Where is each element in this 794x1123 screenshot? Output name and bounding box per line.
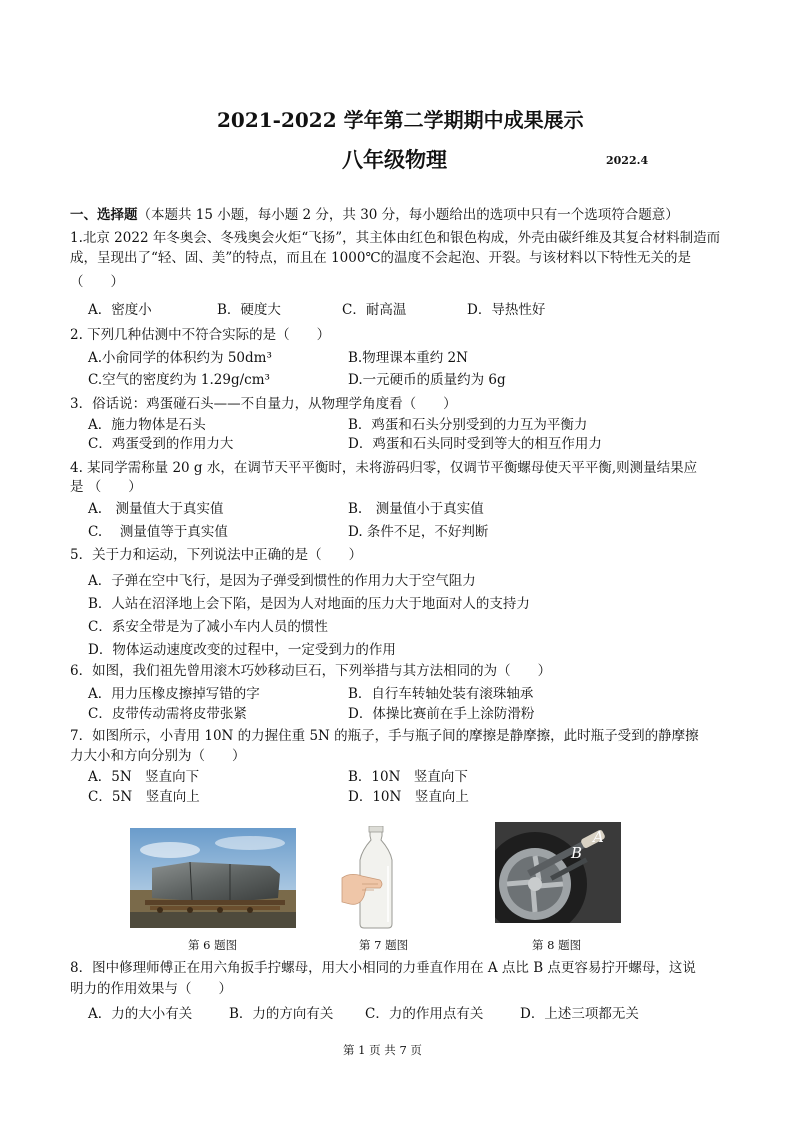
q4-option-c: C. 测量值等于真实值 xyxy=(88,524,228,540)
section-heading-label: 一、选择题 xyxy=(70,207,138,223)
q5-option-a: A．子弹在空中飞行，是因为子弹受到惯性的作用力大于空气阻力 xyxy=(88,573,476,589)
q7-stem-line2: 力大小和方向分别为（ ） xyxy=(70,748,246,764)
q8-stem-line2: 明力的作用效果与（ ） xyxy=(70,981,232,997)
q1-option-b: B．硬度大 xyxy=(217,302,281,318)
q6-option-c: C．皮带传动需将皮带张紧 xyxy=(88,706,247,722)
q5-option-c: C．系安全带是为了减小车内人员的惯性 xyxy=(88,619,328,635)
figure-8-label-a: A xyxy=(593,828,604,846)
q4-option-d: D. 条件不足，不好判断 xyxy=(348,524,489,540)
q6-option-d: D．体操比赛前在手上涂防滑粉 xyxy=(348,706,535,722)
q8-option-d: D．上述三项都无关 xyxy=(520,1006,639,1022)
q8-stem-line1: 8．图中修理师傅正在用六角扳手拧螺母，用大小相同的力垂直作用在 A 点比 B 点更容易拧开螺母，这说 xyxy=(70,960,696,976)
q4-stem-line2: 是 （ ） xyxy=(70,479,142,495)
q3-stem: 3．俗话说：鸡蛋碰石头——不自量力，从物理学角度看（ ） xyxy=(70,396,457,412)
q6-option-a: A．用力压橡皮擦掉写错的字 xyxy=(88,686,260,702)
figure-7-caption: 第 7 题图 xyxy=(359,938,409,952)
q1-option-c: C．耐高温 xyxy=(342,302,407,318)
q5-option-b: B．人站在沼泽地上会下陷，是因为人对地面的压力大于地面对人的支持力 xyxy=(88,596,530,612)
figure-7-bottle-photo xyxy=(340,826,410,930)
q2-option-c: C.空气的密度约为 1.29g/cm³ xyxy=(88,372,270,388)
figure-7-illustration xyxy=(340,826,410,930)
figure-8-label-b: B xyxy=(571,844,583,862)
section-heading xyxy=(70,205,679,225)
q3-option-d: D．鸡蛋和石头同时受到等大的相互作用力 xyxy=(348,436,602,452)
q8-option-b: B．力的方向有关 xyxy=(229,1006,334,1022)
q7-stem-line1: 7．如图所示，小青用 10N 的力握住重 5N 的瓶子，手与瓶子间的摩擦是静摩擦，此时瓶子受到的静摩擦 xyxy=(70,728,699,744)
q3-option-a: A．施力物体是石头 xyxy=(88,417,206,433)
q7-option-c: C．5N 竖直向上 xyxy=(88,789,200,805)
exam-date: 2022.4 xyxy=(606,154,649,167)
q6-stem: 6．如图，我们祖先曾用滚木巧妙移动巨石，下列举措与其方法相同的为（ ） xyxy=(70,663,552,679)
q7-option-a: A．5N 竖直向下 xyxy=(88,769,200,785)
q2-option-b: B.物理课本重约 2N xyxy=(348,350,468,366)
q1-stem-line2: 成，呈现出了“轻、固、美”的特点，而且在 1000℃的温度不会起泡、开裂。与该材料以下特性无关的是 xyxy=(70,250,692,266)
q7-option-b: B．10N 竖直向下 xyxy=(348,769,468,785)
exam-subject: 八年级物理 xyxy=(342,147,447,172)
q1-stem-line1: 1.北京 2022 年冬奥会、冬残奥会火炬“飞扬”，其主体由红色和银色构成，外壳由碳纤维及其复合材料制造而 xyxy=(70,230,721,246)
q4-stem-line1: 4. 某同学需称量 20 g 水，在调节天平平衡时，未将游码归零，仅调节平衡螺母使天平平衡,则测量结果应 xyxy=(70,460,698,476)
page-number: 第 1 页 共 7 页 xyxy=(343,1043,422,1057)
q1-option-a: A．密度小 xyxy=(88,302,152,318)
section-heading-desc: （本题共 15 小题，每小题 2 分，共 30 分，每小题给出的选项中只有一个选项符合题意） xyxy=(137,207,679,223)
q7-option-d: D．10N 竖直向上 xyxy=(348,789,469,805)
figure-6-caption: 第 6 题图 xyxy=(188,938,238,952)
q4-option-a: A. 测量值大于真实值 xyxy=(88,501,224,517)
q5-stem: 5．关于力和运动，下列说法中正确的是（ ） xyxy=(70,547,363,563)
figure-8-wrench-photo xyxy=(495,822,621,923)
q1-option-d: D．导热性好 xyxy=(467,302,546,318)
q8-option-c: C．力的作用点有关 xyxy=(365,1006,484,1022)
q2-stem: 2. 下列几种估测中不符合实际的是（ ） xyxy=(70,327,331,343)
exam-title: 2021-2022 学年第二学期期中成果展示 xyxy=(217,108,584,132)
q3-option-c: C．鸡蛋受到的作用力大 xyxy=(88,436,234,452)
q4-option-b: B. 测量值小于真实值 xyxy=(348,501,484,517)
figure-6-illustration xyxy=(130,828,296,928)
q2-option-a: A.小俞同学的体积约为 50dm³ xyxy=(88,350,272,366)
q1-stem-line3: （ ） xyxy=(70,274,124,290)
q5-option-d: D．物体运动速度改变的过程中，一定受到力的作用 xyxy=(88,642,396,658)
q2-option-d: D.一元硬币的质量约为 6g xyxy=(348,372,506,388)
figure-8-caption: 第 8 题图 xyxy=(532,938,582,952)
q3-option-b: B．鸡蛋和石头分别受到的力互为平衡力 xyxy=(348,417,588,433)
q6-option-b: B．自行车转轴处装有滚珠轴承 xyxy=(348,686,534,702)
figure-6-rolling-stone-photo xyxy=(130,828,296,928)
q8-option-a: A．力的大小有关 xyxy=(88,1006,193,1022)
